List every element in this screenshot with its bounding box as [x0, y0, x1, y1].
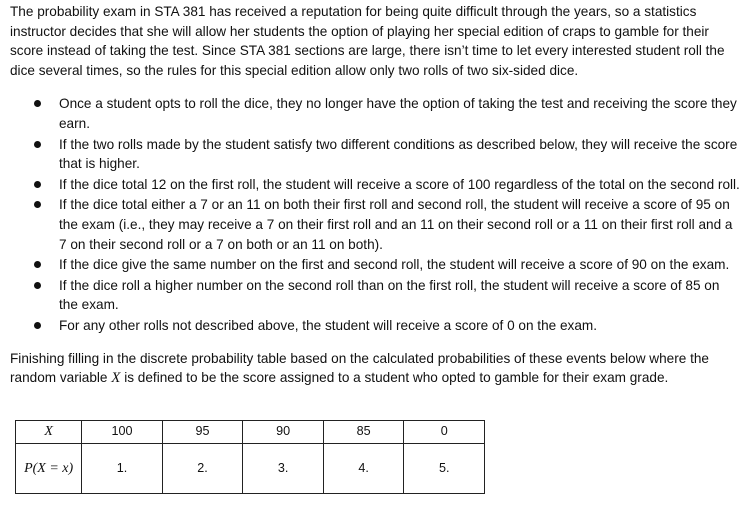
instruction-paragraph [10, 349, 741, 389]
random-variable: X [111, 370, 121, 387]
rule-text: If the dice give the same number on the first and second roll, the student will receive a score of 90 on the exam. [59, 257, 730, 273]
list-item [34, 94, 741, 133]
instruction-text-after: is defined to be the score assigned to a student who opted to gamble for their exam grade. [120, 370, 669, 386]
bullet-icon [34, 100, 41, 107]
intro-paragraph: The probability exam in STA 381 has received a reputation for being quite difficult through the years, so a statistics instructor decides that she will allow her students the option of playing her special edition of craps to gamble for their score instead of taking the test. Since STA 381 sections are large, there isn’t time to let every interested student roll the dice several times, so the rules for this special edition allow only two rolls of two six-sided dice. [10, 4, 725, 78]
probability-table [15, 420, 485, 494]
rule-text: If the dice total 12 on the first roll, the student will receive a score of 100 regardless of the total on the second roll. [59, 176, 740, 192]
blank-answer-cell[interactable]: 2. [162, 444, 243, 494]
blank-answer-cell[interactable]: 4. [323, 444, 404, 494]
bullet-icon [34, 282, 41, 289]
score-cell: 0 [404, 421, 485, 444]
rule-text: For any other rolls not described above, the student will receive a score of 0 on the exam. [59, 317, 597, 333]
list-item [34, 255, 741, 275]
bullet-icon [34, 181, 41, 188]
score-cell: 100 [82, 421, 163, 444]
blank-answer-cell[interactable]: 1. [82, 444, 163, 494]
list-item [34, 276, 741, 315]
list-item [34, 175, 741, 195]
rule-text: If the two rolls made by the student satisfy two different conditions as described below, they will receive the score that is higher. [59, 136, 738, 172]
bullet-icon [34, 201, 41, 208]
blank-answer-cell[interactable]: 5. [404, 444, 485, 494]
table-row [16, 444, 485, 494]
list-item [34, 135, 741, 174]
score-cell: 95 [162, 421, 243, 444]
rules-list [10, 94, 741, 335]
rule-text: If the dice roll a higher number on the second roll than on the first roll, the student will receive a score of 85 on the exam. [59, 277, 720, 313]
instruction-text-before: Finishing filling in the discrete probability table based on the calculated probabilities of these events below where the random variable [10, 350, 709, 386]
bullet-icon [34, 322, 41, 329]
score-cell: 85 [323, 421, 404, 444]
list-item [34, 316, 741, 336]
table-row [16, 421, 485, 444]
rule-text: Once a student opts to roll the dice, they no longer have the option of taking the test and receiving the score they earn. [59, 96, 737, 131]
x-header-cell: X [16, 421, 82, 444]
rule-text: If the dice total either a 7 or an 11 on both their first roll and second roll, the student will receive a score of 95 on the exam (i.e., they may receive a 7 on their first roll and an 11 on their second roll or a 11 on their first roll and a 7 on their second roll or a 7 on both or an 11 on both). [59, 197, 733, 252]
p-header-cell: P(X = x) [16, 444, 82, 494]
bullet-icon [34, 261, 41, 268]
score-cell: 90 [243, 421, 324, 444]
bullet-icon [34, 141, 41, 148]
blank-answer-cell[interactable]: 3. [243, 444, 324, 494]
list-item [34, 195, 741, 254]
